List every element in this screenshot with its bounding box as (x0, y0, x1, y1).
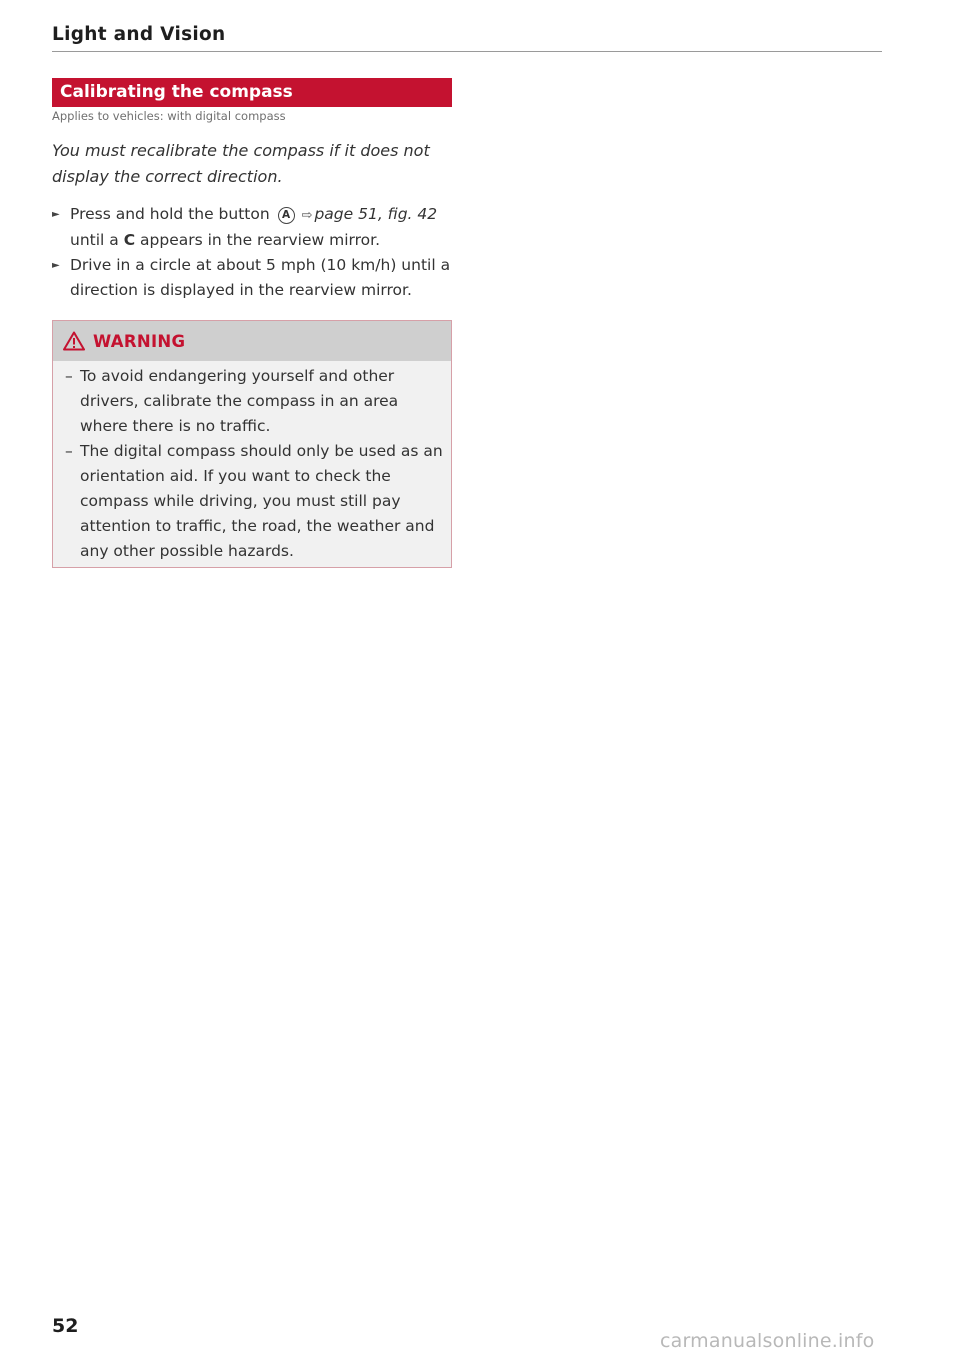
step-item (52, 253, 452, 303)
page-number: 52 (52, 1315, 79, 1337)
triangle-bullet-icon: ► (52, 209, 60, 220)
warning-triangle-icon (63, 331, 85, 351)
warning-item (65, 439, 445, 564)
step-text: Drive in a circle at about 5 mph (10 km/h) until a direction is displayed in the rearview mirror. (70, 256, 451, 299)
warning-item-text: To avoid endangering yourself and other drivers, calibrate the compass in an area where there is no traffic. (80, 367, 399, 435)
letter-c: C (123, 231, 136, 249)
warning-list (65, 364, 445, 564)
step-text: appears in the rearview mirror. (140, 231, 380, 249)
warning-header (53, 321, 451, 361)
running-head: Light and Vision (52, 24, 226, 45)
dash-bullet: – (65, 442, 73, 460)
step-item (52, 202, 452, 253)
step-text: Press and hold the button (70, 205, 270, 223)
warning-item (65, 364, 445, 439)
watermark: carmanualsonline.info (660, 1330, 875, 1352)
step-text: until a (70, 231, 119, 249)
intro-paragraph: You must recalibrate the compass if it does not display the correct direction. (52, 141, 430, 186)
applies-to-note: Applies to vehicles: with digital compass (52, 109, 286, 123)
button-a-icon: A (278, 207, 295, 224)
arrow-right-icon: ⇨ (301, 208, 313, 223)
warning-item-text: The digital compass should only be used as an orientation aid. If you want to check the compass while driving, you must still pay attention to traffic, the road, the weather and any other possible hazards. (80, 442, 443, 560)
section-title: Calibrating the compass (60, 82, 293, 102)
warning-box (52, 320, 452, 568)
warning-title: WARNING (93, 332, 186, 351)
header-rule (52, 51, 882, 52)
triangle-bullet-icon: ► (52, 260, 60, 271)
dash-bullet: – (65, 367, 73, 385)
section-title-bar (52, 78, 452, 107)
page-reference-link[interactable]: page 51, fig. 42 (314, 205, 438, 223)
instruction-steps (52, 202, 452, 303)
